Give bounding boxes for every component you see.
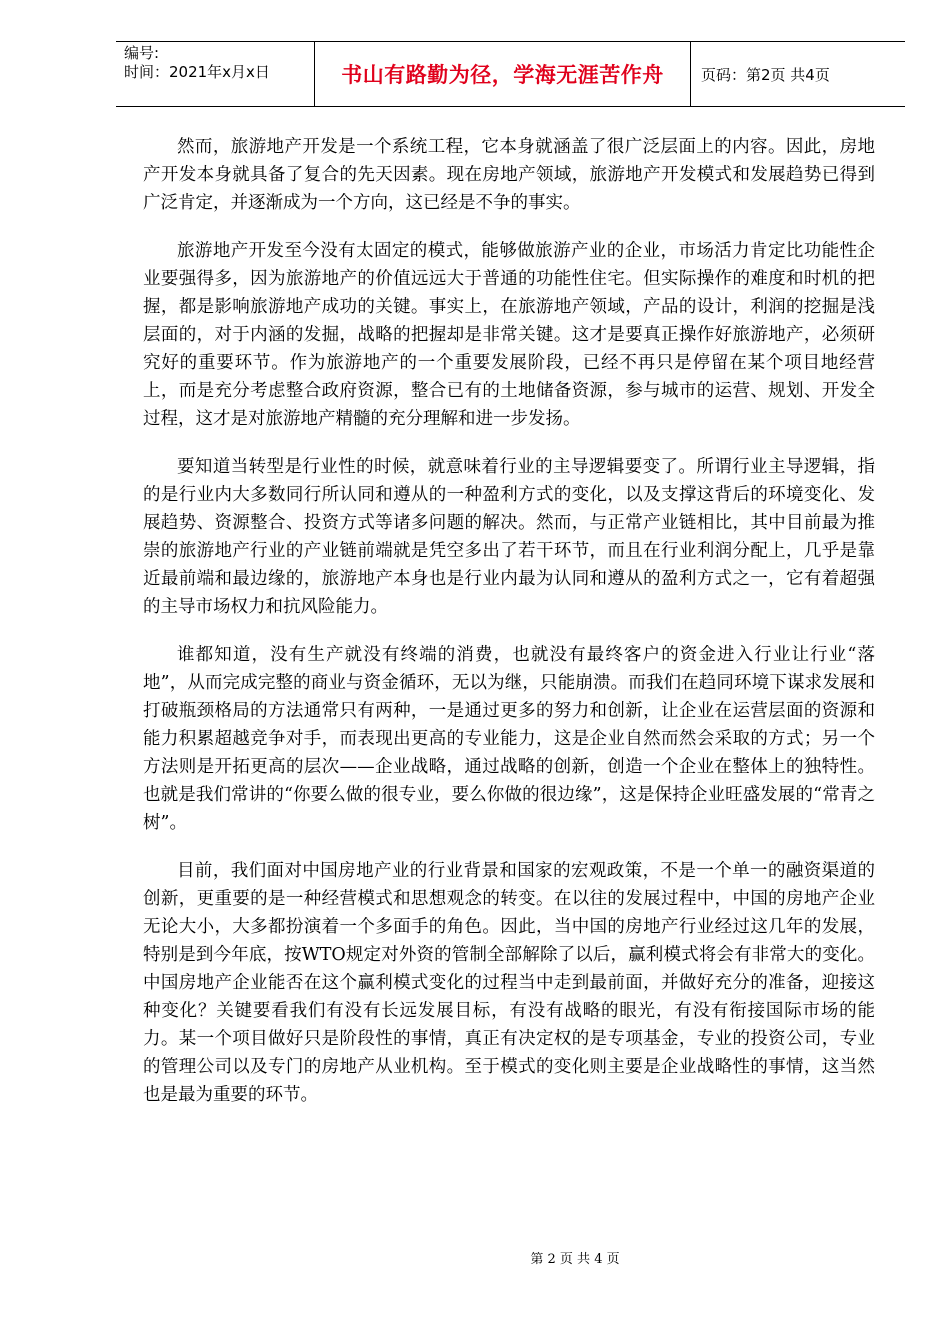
paragraph: 然而，旅游地产开发是一个系统工程，它本身就涵盖了很广泛层面上的内容。因此，房地产开发本身就具备了复合的先天因素。现在房地产领域，旅游地产开发模式和发展趋势已得到广泛肯定，并逐渐成为一个方向，这已经是不争的事实。 bbox=[143, 137, 875, 213]
paragraph: 谁都知道，没有生产就没有终端的消费，也就没有最终客户的资金进入行业让行业“落地”，从而完成完整的商业与资金循环，无以为继，只能崩溃。而我们在趋同环境下谋求发展和打破瓶颈格局的方法通常只有两种，一是通过更多的努力和创新，让企业在运营层面的资源和能力积累超越竞争对手，而表现出更高的专业能力，这是企业自然而然会采取的方式；另一个方法则是开拓更高的层次——企业战略，通过战略的创新，创造一个企业在整体上的独特性。也就是我们常讲的“你要么做的很专业，要么你做的很边缘”，这是保持企业旺盛发展的“常青之树”。 bbox=[143, 645, 875, 833]
page-footer: 第 2 页 共 4 页 bbox=[530, 1252, 620, 1267]
paragraph: 目前，我们面对中国房地产业的行业背景和国家的宏观政策，不是一个单一的融资渠道的创新，更重要的是一种经营模式和思想观念的转变。在以往的发展过程中，中国的房地产企业无论大小，大多都扮演着一个多面手的角色。因此，当中国的房地产行业经过这几年的发展，特别是到今年底，按WTO规定对外资的管制全部解除了以后，赢利模式将会有非常大的变化。中国房地产企业能否在这个赢利模式变化的过程当中走到最前面，并做好充分的准备，迎接这种变化？关键要看我们有没有长远发展目标，有没有战略的眼光，有没有衔接国际市场的能力。某一个项目做好只是阶段性的事情，真正有决定权的是专项基金，专业的投资公司，专业的管理公司以及专门的房地产从业机构。至于模式的变化则主要是企业战略性的事情，这当然也是最为重要的环节。 bbox=[143, 861, 875, 1105]
paragraph: 旅游地产开发至今没有太固定的模式，能够做旅游产业的企业，市场活力肯定比功能性企业要强得多，因为旅游地产的价值远远大于普通的功能性住宅。但实际操作的难度和时机的把握，都是影响旅游地产成功的关键。事实上，在旅游地产领域，产品的设计，利润的挖掘是浅层面的，对于内涵的发掘，战略的把握却是非常关键。这才是要真正操作好旅游地产，必须研究好的重要环节。作为旅游地产的一个重要发展阶段，已经不再只是停留在某个项目地经营上，而是充分考虑整合政府资源，整合已有的土地储备资源，参与城市的运营、规划、开发全过程，这才是对旅游地产精髓的充分理解和进一步发扬。 bbox=[143, 241, 875, 429]
document-body bbox=[143, 133, 875, 1129]
paragraph: 要知道当转型是行业性的时候，就意味着行业的主导逻辑要变了。所谓行业主导逻辑，指的是行业内大多数同行所认同和遵从的一种盈利方式的变化，以及支撑这背后的环境变化、发展趋势、资源整合、投资方式等诸多问题的解决。然而，与正常产业链相比，其中目前最为推崇的旅游地产行业的产业链前端就是凭空多出了若干环节，而且在行业利润分配上，几乎是靠近最前端和最边缘的，旅游地产本身也是行业内最为认同和遵从的盈利方式之一，它有着超强的主导市场权力和抗风险能力。 bbox=[143, 457, 875, 617]
header-page-info: 页码：第2页 共4页 bbox=[701, 65, 830, 84]
number-label: 编号: bbox=[124, 44, 160, 62]
header-motto: 书山有路勤为径，学海无涯苦作舟 bbox=[315, 42, 691, 106]
time-label: 时间：2021年x月x日 bbox=[124, 63, 270, 81]
page-header bbox=[116, 41, 905, 107]
header-meta bbox=[116, 42, 315, 106]
